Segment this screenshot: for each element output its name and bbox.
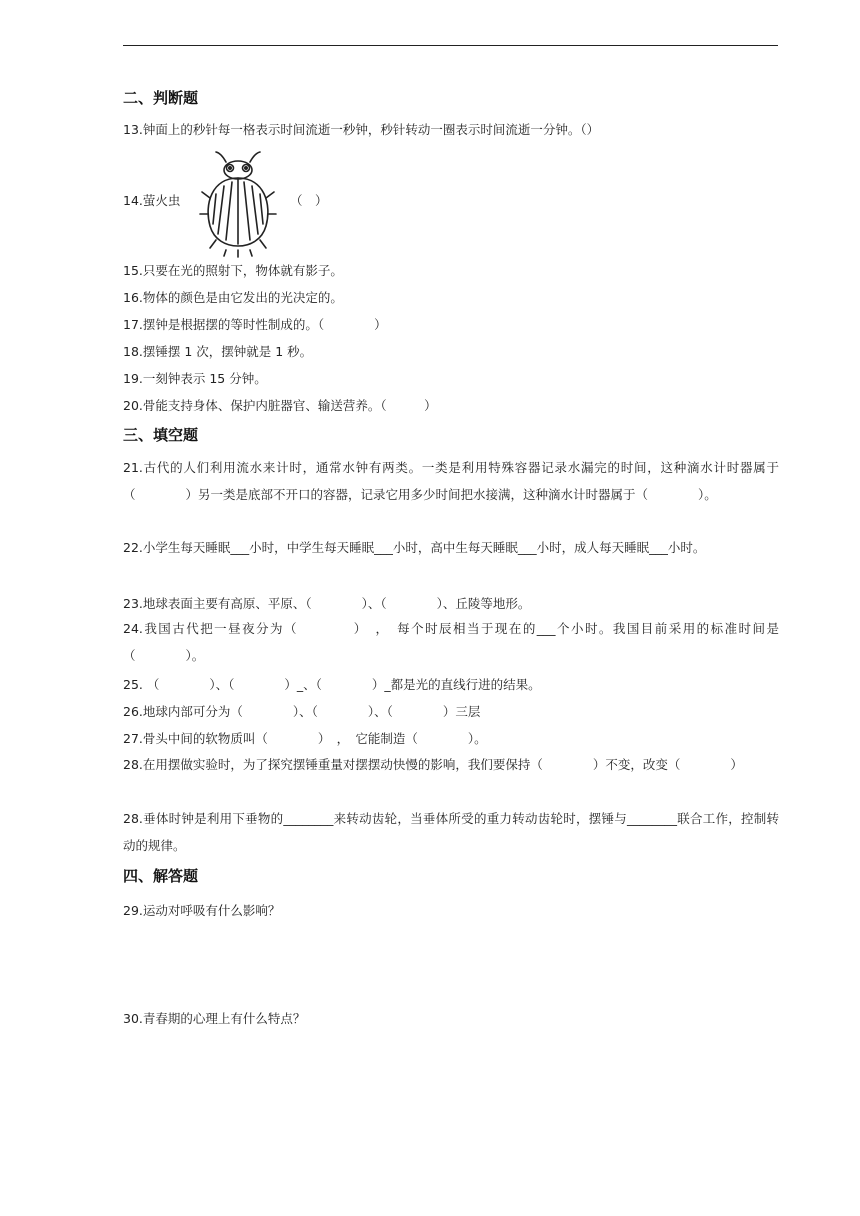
question-27: 27.骨头中间的软物质叫（ ） ， 它能制造（ ）。 (123, 731, 487, 746)
question-23: 23.地球表面主要有高原、平原、（ ）、（ ）、丘陵等地形。 (123, 596, 531, 611)
question-26: 26.地球内部可分为（ ）、（ ）、（ ）三层 (123, 704, 481, 719)
question-16: 16.物体的颜色是由它发出的光决定的。 (123, 290, 343, 305)
question-28b: 28.垂体时钟是利用下垂物的________来转动齿轮，当垂体所受的重力转动齿轮时，摆锤与________联合工作，控制转动的规律。 (123, 811, 779, 853)
question-21: 21.古代的人们利用流水来计时，通常水钟有两类。一类是利用特殊容器记录水漏完的时间，这种滴水计时器属于（ ）另一类是底部不开口的容器，记录它用多少时间把水接满，这种滴水计时器属于（ ）。 (123, 460, 779, 502)
question-19: 19.一刻钟表示 15 分钟。 (123, 371, 267, 386)
question-29: 29.运动对呼吸有什么影响？ (123, 903, 281, 918)
header-rule (123, 45, 778, 46)
section-title-answer: 四、解答题 (123, 867, 199, 885)
question-14-text: 14.萤火虫 (123, 193, 181, 208)
question-25: 25. （ ）、（ ）_、（ ）_都是光的直线行进的结果。 (123, 677, 541, 692)
firefly-illustration (196, 148, 280, 258)
question-18: 18.摆锤摆 1 次，摆钟就是 1 秒。 (123, 344, 313, 359)
question-17: 17.摆钟是根据摆的等时性制成的。（ ） (123, 317, 387, 332)
question-22: 22.小学生每天睡眠___小时，中学生每天睡眠___小时，高中生每天睡眠___小时，成人每天睡眠___小时。 (123, 540, 706, 555)
question-30: 30.青春期的心理上有什么特点？ (123, 1011, 306, 1026)
section-title-judge: 二、判断题 (123, 89, 199, 107)
question-13: 13.钟面上的秒针每一格表示时间流逝一秒钟，秒针转动一圈表示时间流逝一分钟。（） (123, 122, 600, 137)
question-14-paren: （ ） (290, 193, 328, 208)
question-28a: 28.在用摆做实验时，为了探究摆锤重量对摆摆动快慢的影响，我们要保持（ ）不变，改变（ ） (123, 757, 743, 772)
question-24: 24.我国古代把一昼夜分为（ ） ， 每个时辰相当于现在的___个小时。我国目前采用的标准时间是（ ）。 (123, 621, 779, 663)
section-title-fill: 三、填空题 (123, 426, 199, 444)
question-15: 15.只要在光的照射下，物体就有影子。 (123, 263, 343, 278)
question-20: 20.骨能支持身体、保护内脏器官、输送营养。（ ） (123, 398, 437, 413)
